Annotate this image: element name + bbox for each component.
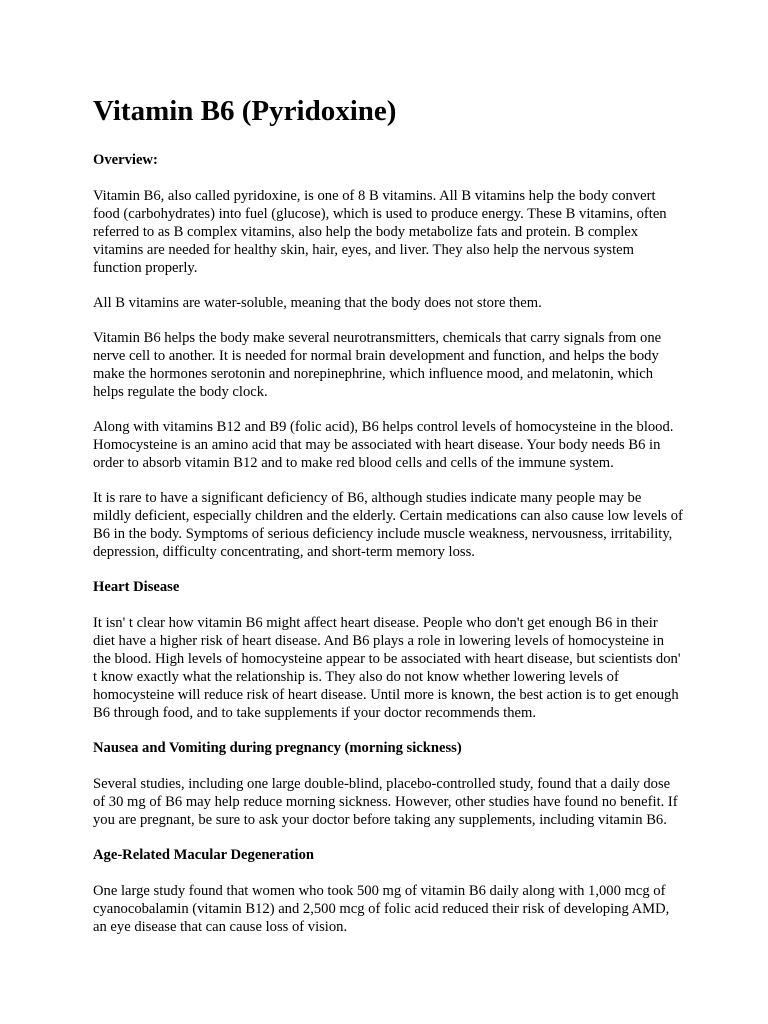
section-heading-overview: Overview: xyxy=(93,152,158,168)
section-heading-morning-sickness: Nausea and Vomiting during pregnancy (morning sickness) xyxy=(93,740,462,756)
document-page xyxy=(93,92,683,953)
paragraph: It isn' t clear how vitamin B6 might affect heart disease. People who don't get enough B6 in their diet have a higher risk of heart disease. And B6 plays a role in lowering levels of homocysteine in the blood. High levels of homocysteine appear to be associated with heart disease, but scientists don' t know exactly what the relationship is. They also do not know whether lowering levels of homocysteine will reduce risk of heart disease. Until more is known, the best action is to get enough B6 through food, and to take supplements if your doctor recommends them. xyxy=(93,615,681,721)
paragraph: It is rare to have a significant deficiency of B6, although studies indicate many people may be mildly deficient, especially children and the elderly. Certain medications can also cause low levels of B6 in the body. Symptoms of serious deficiency include muscle weakness, nervousness, irritability, depression, difficulty concentrating, and short-term memory loss. xyxy=(93,490,683,560)
paragraph: Vitamin B6 helps the body make several neurotransmitters, chemicals that carry signals from one nerve cell to another. It is needed for normal brain development and function, and helps the body make the hormones serotonin and norepinephrine, which influence mood, and melatonin, which helps regulate the body clock. xyxy=(93,330,662,400)
paragraph: Vitamin B6, also called pyridoxine, is one of 8 B vitamins. All B vitamins help the body convert food (carbohydrates) into fuel (glucose), which is used to produce energy. These B vitamins, often referred to as B complex vitamins, also help the body metabolize fats and protein. B complex vitamins are needed for healthy skin, hair, eyes, and liver. They also help the nervous system function properly. xyxy=(93,188,667,276)
paragraph: All B vitamins are water-soluble, meaning that the body does not store them. xyxy=(93,295,542,311)
document-title: Vitamin B6 (Pyridoxine) xyxy=(93,95,397,127)
section-heading-heart-disease: Heart Disease xyxy=(93,579,180,595)
paragraph: Along with vitamins B12 and B9 (folic acid), B6 helps control levels of homocysteine in the blood. Homocysteine is an amino acid that may be associated with heart disease. Your body needs B6 in order to absorb vitamin B12 and to make red blood cells and cells of the immune system. xyxy=(93,419,674,471)
paragraph: One large study found that women who took 500 mg of vitamin B6 daily along with 1,000 mcg of cyanocobalamin (vitamin B12) and 2,500 mcg of folic acid reduced their risk of developing AMD, an eye disease that can cause loss of vision. xyxy=(93,883,670,935)
paragraph: Several studies, including one large double-blind, placebo-controlled study, found that a daily dose of 30 mg of B6 may help reduce morning sickness. However, other studies have found no benefit. If you are pregnant, be sure to ask your doctor before taking any supplements, including vitamin B6. xyxy=(93,776,678,828)
section-heading-macular-degeneration: Age-Related Macular Degeneration xyxy=(93,847,315,863)
